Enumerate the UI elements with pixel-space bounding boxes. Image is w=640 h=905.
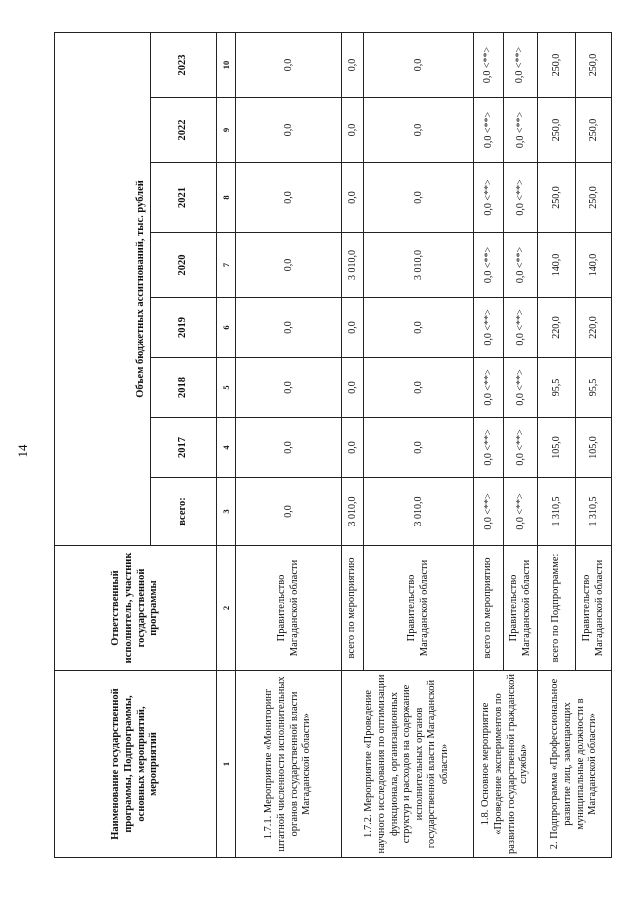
- row-executor: Правительство Магаданской области: [504, 546, 538, 671]
- value-cell: 3 010,0: [342, 233, 364, 298]
- value-cell: 250,0: [538, 32, 576, 97]
- header-year: 2022: [151, 98, 217, 163]
- header-program-name: Наименование государственной программы, Подпрограммы, основных мероприятий, мероприятий: [55, 671, 217, 858]
- column-number-row: [217, 32, 236, 857]
- header-year: 2019: [151, 298, 217, 358]
- value-cell: 0,0: [236, 358, 342, 418]
- value-cell: 0,0: [342, 98, 364, 163]
- value-cell: 0,0: [236, 233, 342, 298]
- table-row: [474, 32, 504, 857]
- value-cell: 0,0: [364, 32, 474, 97]
- value-cell: 0,0: [236, 478, 342, 546]
- value-cell: 0,0: [342, 298, 364, 358]
- value-cell: 250,0: [576, 98, 612, 163]
- value-cell: 3 010,0: [342, 478, 364, 546]
- page-number: 14: [15, 444, 30, 458]
- value-cell: 250,0: [576, 163, 612, 233]
- row-name: 1.7.1. Мероприятие «Мониторинг штатной численности исполнительных органов государственной власти Магаданской области»: [236, 671, 342, 858]
- value-cell: 220,0: [576, 298, 612, 358]
- table-row: [236, 32, 342, 857]
- value-cell: 0,0 <**>: [474, 478, 504, 546]
- value-cell: 0,0 <**>: [504, 298, 538, 358]
- value-cell: 0,0 <**>: [474, 233, 504, 298]
- value-cell: 0,0: [364, 418, 474, 478]
- column-number: 1: [217, 671, 236, 858]
- row-executor: всего по мероприятию: [342, 546, 364, 671]
- table-row: [538, 32, 576, 857]
- column-number: 9: [217, 98, 236, 163]
- value-cell: 95,5: [576, 358, 612, 418]
- header-year: 2020: [151, 233, 217, 298]
- column-number: 4: [217, 418, 236, 478]
- value-cell: 140,0: [576, 233, 612, 298]
- table-row: [342, 32, 364, 857]
- value-cell: 0,0 <**>: [474, 418, 504, 478]
- header-year: 2018: [151, 358, 217, 418]
- row-name: 2. Подпрограмма «Профессиональное развитие лиц, замещающих муниципальные должности в Магаданской области»: [538, 671, 612, 858]
- value-cell: 0,0: [342, 358, 364, 418]
- row-executor: всего по мероприятию: [474, 546, 504, 671]
- column-number: 7: [217, 233, 236, 298]
- value-cell: 0,0 <**>: [504, 358, 538, 418]
- header-budget-group: Объем бюджетных ассигнований, тыс. рублей: [55, 32, 151, 545]
- value-cell: 0,0: [342, 163, 364, 233]
- value-cell: 0,0: [342, 32, 364, 97]
- value-cell: 0,0: [236, 418, 342, 478]
- header-year: 2021: [151, 163, 217, 233]
- row-executor: всего по Подпрограмме:: [538, 546, 576, 671]
- value-cell: 0,0: [364, 358, 474, 418]
- column-number: 6: [217, 298, 236, 358]
- value-cell: 105,0: [538, 418, 576, 478]
- value-cell: 105,0: [576, 418, 612, 478]
- value-cell: 0,0: [364, 163, 474, 233]
- value-cell: 0,0 <**>: [504, 163, 538, 233]
- value-cell: 3 010,0: [364, 478, 474, 546]
- value-cell: 0,0 <**>: [474, 358, 504, 418]
- budget-table: [54, 32, 612, 858]
- value-cell: 0,0 <**>: [474, 98, 504, 163]
- header-year: 2023: [151, 32, 217, 97]
- value-cell: 0,0 <**>: [504, 98, 538, 163]
- row-executor: Правительство Магаданской области: [364, 546, 474, 671]
- value-cell: 95,5: [538, 358, 576, 418]
- value-cell: 250,0: [538, 98, 576, 163]
- value-cell: 1 310,5: [538, 478, 576, 546]
- value-cell: 0,0: [364, 98, 474, 163]
- row-executor: Правительство Магаданской области: [576, 546, 612, 671]
- row-name: 1.8. Основное мероприятие «Проведение экспериментов по развитию государственной гражданской службы»: [474, 671, 538, 858]
- column-number: 5: [217, 358, 236, 418]
- value-cell: 0,0: [236, 298, 342, 358]
- value-cell: 0,0 <**>: [504, 418, 538, 478]
- value-cell: 0,0 <**>: [504, 478, 538, 546]
- value-cell: 220,0: [538, 298, 576, 358]
- header-year: 2017: [151, 418, 217, 478]
- value-cell: 0,0 <**>: [504, 233, 538, 298]
- row-name: 1.7.2. Мероприятие «Проведение научного исследования по оптимизации функционала, организационных структур и расходов на содержание исполнительных органов государственной власти Магаданской области»: [342, 671, 474, 858]
- value-cell: 250,0: [576, 32, 612, 97]
- column-number: 2: [217, 546, 236, 671]
- header-executor: Ответственный исполнитель, участник государственной программы: [55, 546, 217, 671]
- row-executor: Правительство Магаданской области: [236, 546, 342, 671]
- value-cell: 0,0: [236, 163, 342, 233]
- value-cell: 3 010,0: [364, 233, 474, 298]
- value-cell: 0,0 <**>: [474, 163, 504, 233]
- value-cell: 0,0 <**>: [504, 32, 538, 97]
- rotated-page: [54, 33, 636, 858]
- value-cell: 0,0 <**>: [474, 32, 504, 97]
- value-cell: 0,0 <**>: [474, 298, 504, 358]
- value-cell: 0,0: [342, 418, 364, 478]
- header-total: всего:: [151, 478, 217, 546]
- value-cell: 1 310,5: [576, 478, 612, 546]
- column-number: 3: [217, 478, 236, 546]
- value-cell: 0,0: [364, 298, 474, 358]
- value-cell: 0,0: [236, 98, 342, 163]
- value-cell: 0,0: [236, 32, 342, 97]
- column-number: 10: [217, 32, 236, 97]
- value-cell: 250,0: [538, 163, 576, 233]
- column-number: 8: [217, 163, 236, 233]
- value-cell: 140,0: [538, 233, 576, 298]
